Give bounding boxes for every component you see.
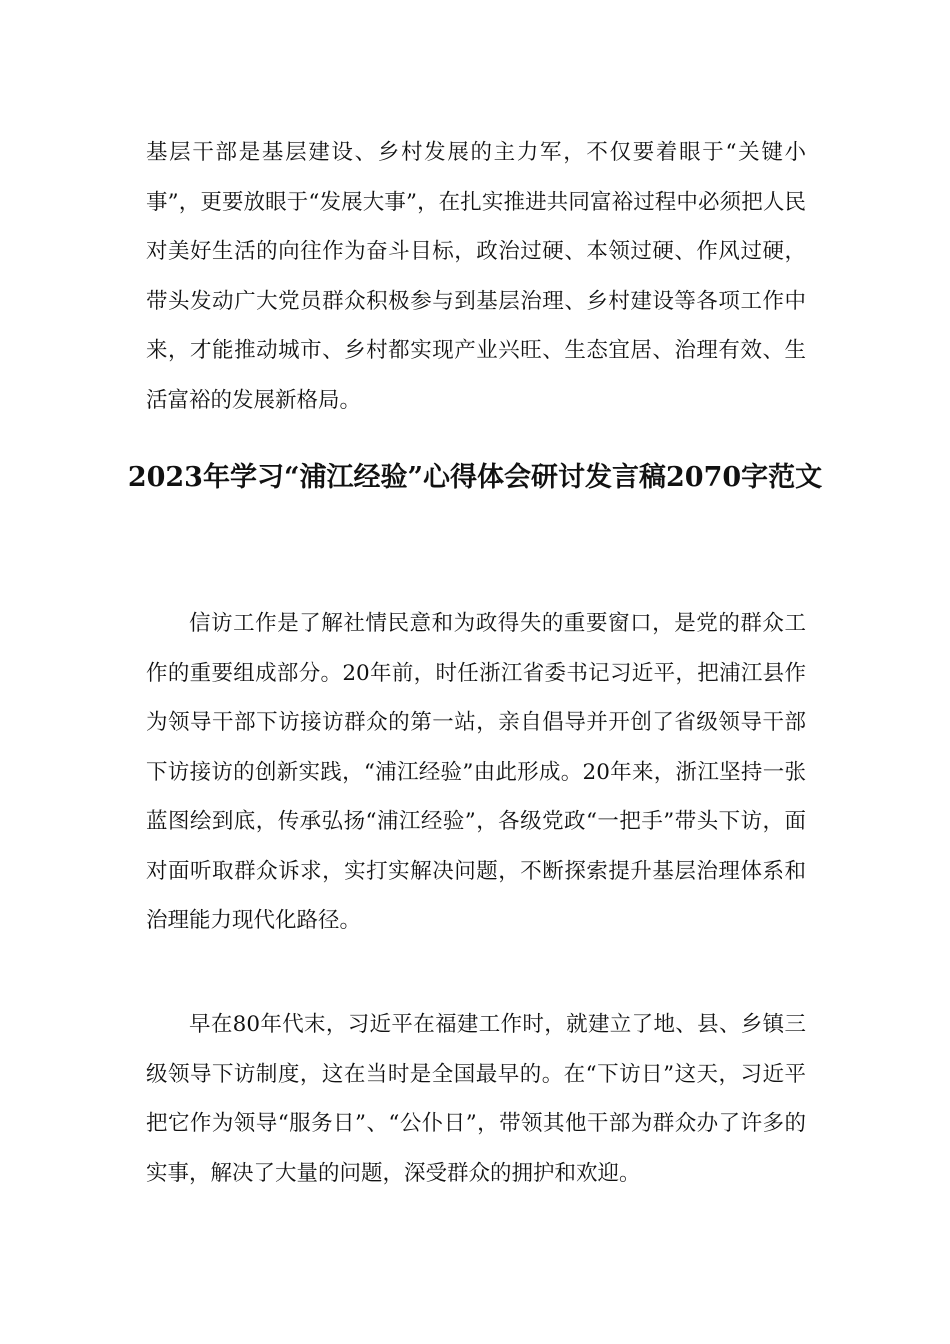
- paragraph-fujian-visits: 早在80年代末，习近平在福建工作时，就建立了地、县、乡镇三级领导下访制度，这在当时是全国最早的。在“下访日”这天，习近平把它作为领导“服务日”、“公仆日”，带领其他干部为群众办了许多的实事，解决了大量的问题，深受群众的拥护和欢迎。: [146, 1012, 806, 1186]
- paragraph-petition-work: 信访工作是了解社情民意和为政得失的重要窗口，是党的群众工作的重要组成部分。20年前，时任浙江省委书记习近平，把浦江县作为领导干部下访接访群众的第一站，亲自倡导并开创了省级领导干部下访接访的创新实践，“浦江经验”由此形成。20年来，浙江坚持一张蓝图绘到底，传承弘扬“浦江经验”，各级党政“一把手”带头下访，面对面听取群众诉求，实打实解决问题，不断探索提升基层治理体系和治理能力现代化路径。: [146, 611, 807, 933]
- article-heading: 2023年学习“浦江经验”心得体会研讨发言稿2070字范文: [127, 462, 823, 493]
- paragraph-grassroots-cadres: 基层干部是基层建设、乡村发展的主力军，不仅要着眼于“关键小事”，更要放眼于“发展大事”，在扎实推进共同富裕过程中必须把人民对美好生活的向往作为奋斗目标，政治过硬、本领过硬、作风过硬，带头发动广大党员群众积极参与到基层治理、乡村建设等各项工作中来，才能推动城市、乡村都实现产业兴旺、生态宜居、治理有效、生活富裕的发展新格局。: [146, 140, 806, 413]
